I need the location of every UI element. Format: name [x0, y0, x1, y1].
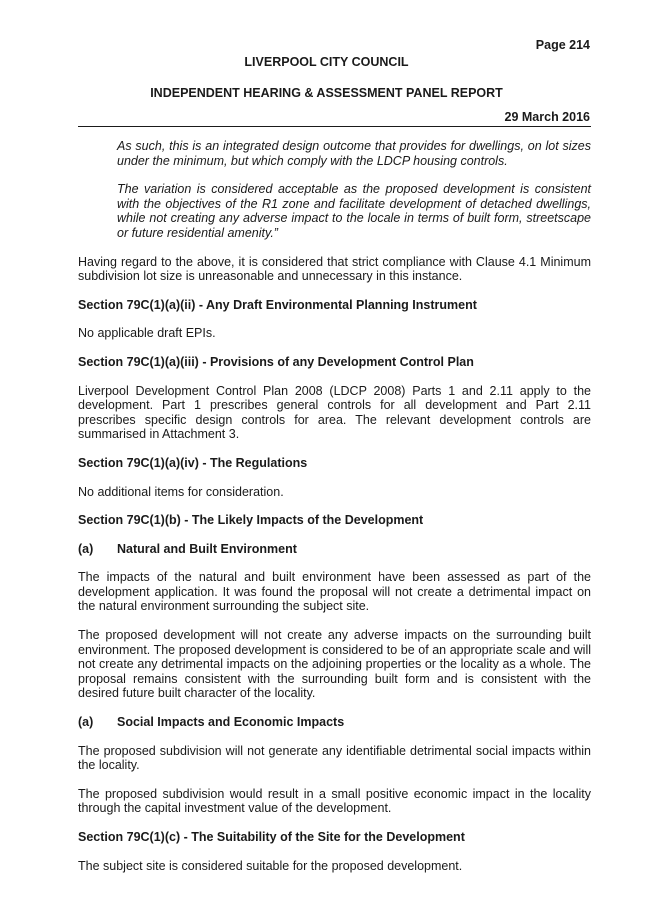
section-heading: Section 79C(1)(b) - The Likely Impacts of the Development [78, 513, 424, 528]
page-number: Page 214 [535, 38, 590, 52]
subsection-letter: (a) [78, 541, 94, 556]
quote-paragraph: The variation is considered acceptable as the proposed development is consistent with the objectives of the R1 zone and facilitate development of detached dwellings, while not creating any adverse impact to the locale in terms of built form, streetscape or future residential amenity.” [117, 182, 591, 240]
report-title: INDEPENDENT HEARING & ASSESSMENT PANEL REPORT [150, 86, 503, 100]
council-name: LIVERPOOL CITY COUNCIL [244, 55, 409, 69]
body-paragraph: The proposed development will not create any adverse impacts on the surrounding built environment. The proposed development is considered to be of an appropriate scale and will not create any detrimental impacts on the adjoining properties or the locality as a whole. The proposal remains consistent with the surrounding built form and is consistent with the desired future built character of the locality. [78, 628, 591, 701]
body-paragraph: Liverpool Development Control Plan 2008 (LDCP 2008) Parts 1 and 2.11 apply to the development. Part 1 prescribes general controls for all development and Part 2.11 prescribes specific design controls for area. The relevant development controls are summarised in Attachment 3. [78, 383, 591, 442]
report-date: 29 March 2016 [504, 110, 590, 124]
header-divider [78, 126, 591, 127]
body-paragraph: No applicable draft EPIs. [78, 326, 216, 341]
subsection-title: Social Impacts and Economic Impacts [117, 715, 345, 730]
body-paragraph: The impacts of the natural and built environment have been assessed as part of the development application. It was found the proposal will not create a detrimental impact on the natural environment surrounding the subject site. [78, 570, 591, 614]
quote-paragraph: As such, this is an integrated design outcome that provides for dwellings, on lot sizes under the minimum, but which comply with the LDCP housing controls. [117, 139, 591, 168]
document-body [78, 139, 591, 887]
body-paragraph: The proposed subdivision would result in a small positive economic impact in the locality through the capital investment value of the development. [78, 786, 591, 816]
section-heading: Section 79C(1)(c) - The Suitability of the Site for the Development [78, 830, 465, 844]
subsection-title: Natural and Built Environment [117, 541, 297, 556]
section-heading: Section 79C(1)(a)(iv) - The Regulations [78, 455, 308, 470]
section-heading: Section 79C(1)(a)(iii) - Provisions of any Development Control Plan [78, 354, 474, 369]
body-paragraph: The subject site is considered suitable for the proposed development. [78, 858, 463, 873]
body-paragraph: No additional items for consideration. [78, 484, 284, 499]
subsection-heading [78, 715, 591, 730]
subsection-letter: (a) [78, 715, 94, 730]
body-paragraph: The proposed subdivision will not generate any identifiable detrimental social impacts within the locality. [78, 743, 591, 773]
section-heading: Section 79C(1)(a)(ii) - Any Draft Environmental Planning Instrument [78, 297, 477, 312]
body-paragraph: Having regard to the above, it is considered that strict compliance with Clause 4.1 Minimum subdivision lot size is unreasonable and unnecessary in this instance. [78, 254, 591, 284]
subsection-heading [78, 542, 591, 557]
